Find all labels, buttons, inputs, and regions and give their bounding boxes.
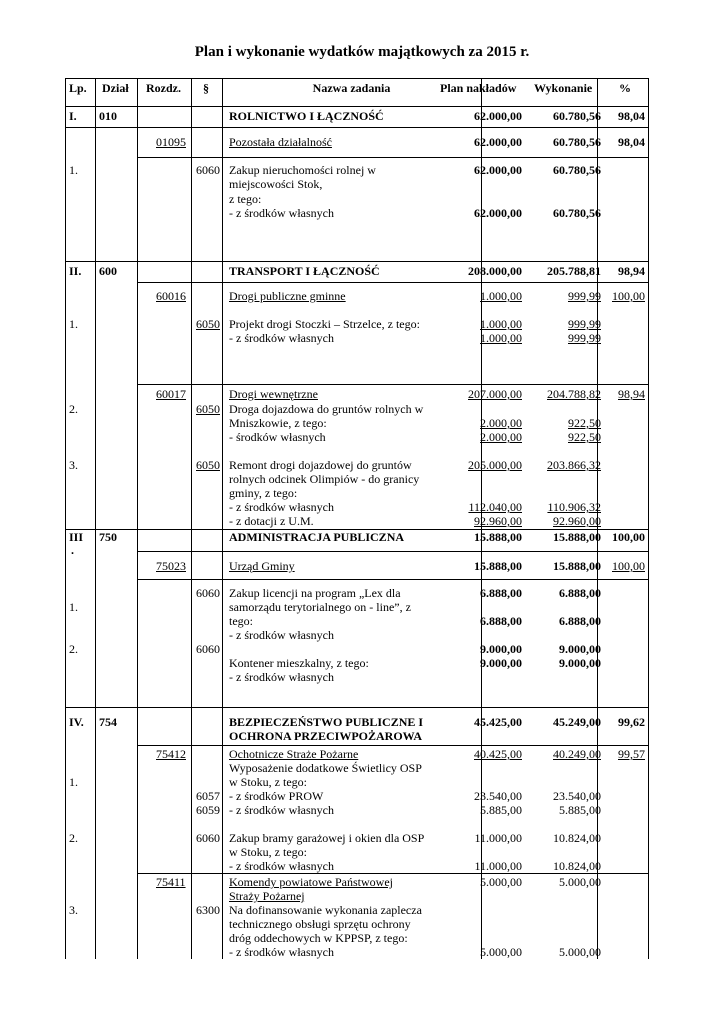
s4-i1-l2: w Stoku, z tego: xyxy=(229,775,307,789)
s3-i2-l1: Kontener mieszkalny, z tego: xyxy=(229,656,369,670)
s3-i1-plan2: 6.888,00 xyxy=(480,614,522,628)
s4-i1-par2: 6059 xyxy=(196,803,220,817)
s2-i3-l1: Remont drogi dojazdowej do gruntów xyxy=(229,458,412,472)
s4-i2-par: 6060 xyxy=(196,831,220,845)
s4-i3-lp: 3. xyxy=(69,903,78,917)
s3-i2-l2: - z środków własnych xyxy=(229,670,334,684)
s4-i2-plan: 11.000,00 xyxy=(474,831,522,845)
s2-i1-plan2: 1.000,00 xyxy=(480,331,522,345)
s2-r2-plan: 207.000,00 xyxy=(468,387,522,401)
s2-i3-par: 6050 xyxy=(196,458,220,472)
s3-i1-wyk: 6.888,00 xyxy=(559,586,601,600)
s4-i1-plan2: 5.885,00 xyxy=(480,803,522,817)
s3-i2-wyk: 9.000,00 xyxy=(559,642,601,656)
s2-proc: 98,94 xyxy=(618,264,645,278)
s4-i2-l1: Zakup bramy garażowej i okien dla OSP xyxy=(229,831,425,845)
s4-i1-l1: Wyposażenie dodatkowe Świetlicy OSP xyxy=(229,761,422,775)
s4-i1-wyk2: 5.885,00 xyxy=(559,803,601,817)
s2-i3-lp: 3. xyxy=(69,458,78,472)
s2-r1-nazwa: Drogi publiczne gminne xyxy=(229,289,346,303)
s1-i1-l4: - z środków własnych xyxy=(229,206,334,220)
s4-i3-l4: - z środków własnych xyxy=(229,945,334,959)
s1-i1-par: 6060 xyxy=(196,163,220,177)
s1-rozdz-plan: 62.000,00 xyxy=(474,135,522,149)
s2-i1-lp: 1. xyxy=(69,317,78,331)
s4-i2-wyk2: 10.824,00 xyxy=(553,859,601,873)
s2-i1-plan: 1.000,00 xyxy=(480,317,522,331)
s2-i1-l2: - z środków własnych xyxy=(229,331,334,345)
s1-i1-l3: z tego: xyxy=(229,192,262,206)
s2-i2-plan: 2.000,00 xyxy=(480,416,522,430)
s4-i3-l1: Na dofinansowanie wykonania zaplecza xyxy=(229,903,422,917)
s3-lp: III xyxy=(69,530,84,544)
s1-rozdz-nazwa: Pozostała działalność xyxy=(229,135,332,149)
s4-i3-wyk: 5.000,00 xyxy=(559,945,601,959)
s4-r2-rozdz: 75411 xyxy=(156,875,186,889)
s3-rozdz-plan: 15.888,00 xyxy=(474,559,522,573)
s2-r1-proc: 100,00 xyxy=(612,289,645,303)
s1-i1-l2: miejscowości Stok, xyxy=(229,177,323,191)
s4-i2-plan2: 11.000,00 xyxy=(474,859,522,873)
s2-i1-par: 6050 xyxy=(196,317,220,331)
s1-proc: 98,04 xyxy=(618,109,645,123)
s2-r2-nazwa: Drogi wewnętrzne xyxy=(229,387,318,401)
header-percent: % xyxy=(619,81,631,95)
s1-i1-plan2: 62.000,00 xyxy=(474,206,522,220)
s2-i3-wyk2: 110.906,32 xyxy=(547,500,601,514)
s2-i3-wyk: 203.866,32 xyxy=(547,458,601,472)
s3-i2-plan2: 9.000,00 xyxy=(480,656,522,670)
s3-i1-plan: 6.888,00 xyxy=(480,586,522,600)
s2-i2-par: 6050 xyxy=(196,402,220,416)
s2-plan: 208.000,00 xyxy=(468,264,522,278)
s1-rozdz: 01095 xyxy=(156,135,186,149)
s2-dzial: 600 xyxy=(99,264,117,278)
s2-i3-l5: - z dotacji z U.M. xyxy=(229,514,314,528)
s3-proc: 100,00 xyxy=(612,530,645,544)
s3-i2-par: 6060 xyxy=(196,642,220,656)
s3-i1-l3: tego: xyxy=(229,614,253,628)
s3-i1-par: 6060 xyxy=(196,586,220,600)
s4-i2-wyk: 10.824,00 xyxy=(553,831,601,845)
s2-lp: II. xyxy=(69,264,82,278)
s4-i2-lp: 2. xyxy=(69,831,78,845)
s2-r2-wyk: 204.788,82 xyxy=(547,387,601,401)
s4-r1-plan: 40.425,00 xyxy=(474,747,522,761)
s4-r1-rozdz: 75412 xyxy=(156,747,186,761)
s4-r1-wyk: 40.249,00 xyxy=(553,747,601,761)
s3-lp-dot: . xyxy=(71,543,74,557)
s4-i1-l4: - z środków własnych xyxy=(229,803,334,817)
s4-i1-lp: 1. xyxy=(69,775,78,789)
s3-i1-l4: - z środków własnych xyxy=(229,628,334,642)
s3-i1-wyk2: 6.888,00 xyxy=(559,614,601,628)
header-wykonanie: Wykonanie xyxy=(534,81,593,95)
s1-i1-lp: 1. xyxy=(69,163,78,177)
s3-dzial: 750 xyxy=(99,530,117,544)
s1-nazwa: ROLNICTWO I ŁĄCZNOŚĆ xyxy=(229,109,384,123)
s2-wyk: 205.788,81 xyxy=(547,264,601,278)
s3-i1-l2: samorządu terytorialnego on - line”, z xyxy=(229,600,411,614)
s3-i2-wyk2: 9.000,00 xyxy=(559,656,601,670)
s2-i2-wyk: 922,50 xyxy=(568,416,601,430)
s2-r1-wyk: 999,99 xyxy=(568,289,601,303)
s4-nazwa-1: BEZPIECZEŃSTWO PUBLICZNE I xyxy=(229,715,424,729)
s2-r1-rozdz: 60016 xyxy=(156,289,186,303)
s4-i3-plan: 5.000,00 xyxy=(480,945,522,959)
s2-i1-wyk: 999,99 xyxy=(568,317,601,331)
s1-rozdz-proc: 98,04 xyxy=(618,135,645,149)
s4-i2-l2: w Stoku, z tego: xyxy=(229,845,307,859)
s1-i1-l1: Zakup nieruchomości rolnej w xyxy=(229,163,376,177)
s4-i3-par: 6300 xyxy=(196,903,220,917)
s3-rozdz-nazwa: Urząd Gminy xyxy=(229,559,295,573)
s2-i2-l3: - środków własnych xyxy=(229,430,326,444)
s4-i1-par1: 6057 xyxy=(196,789,220,803)
s1-wyk: 60.780,56 xyxy=(553,109,601,123)
s4-proc: 99,62 xyxy=(618,715,645,729)
s2-i2-wyk2: 922,50 xyxy=(568,430,601,444)
header-nazwa: Nazwa zadania xyxy=(312,81,391,95)
s4-i1-l3: - z środków PROW xyxy=(229,789,324,803)
s4-wyk: 45.249,00 xyxy=(553,715,601,729)
s3-rozdz: 75023 xyxy=(156,559,186,573)
header-plan: Plan nakładów xyxy=(440,81,517,95)
s1-plan: 62.000,00 xyxy=(474,109,522,123)
s3-wyk: 15.888,00 xyxy=(553,530,601,544)
s4-plan: 45.425,00 xyxy=(474,715,522,729)
s2-i1-l1: Projekt drogi Stoczki – Strzelce, z tego: xyxy=(229,317,420,331)
s3-i2-lp: 2. xyxy=(69,642,78,656)
s2-i2-plan2: 2.000,00 xyxy=(480,430,522,444)
s1-i1-wyk2: 60.780,56 xyxy=(553,206,601,220)
header-dzial: Dział xyxy=(102,81,129,95)
s1-i1-wyk: 60.780,56 xyxy=(553,163,601,177)
page-title: Plan i wykonanie wydatków majątkowych za 2015 r. xyxy=(194,44,530,60)
s4-i3-l3: dróg oddechowych w KPPSP, z tego: xyxy=(229,931,408,945)
s1-lp: I. xyxy=(69,109,77,123)
s4-r2-wyk: 5.000,00 xyxy=(559,875,601,889)
header-lp: Lp. xyxy=(69,81,87,95)
s2-i2-l1: Droga dojazdowa do gruntów rolnych w xyxy=(229,402,424,416)
header-rozdz: Rozdz. xyxy=(146,81,181,95)
s2-i3-plan: 205.000,00 xyxy=(468,458,522,472)
s3-rozdz-wyk: 15.888,00 xyxy=(553,559,601,573)
s2-i1-wyk2: 999,99 xyxy=(568,331,601,345)
s4-dzial: 754 xyxy=(99,715,117,729)
s4-lp: IV. xyxy=(69,715,84,729)
s2-i3-l4: - z środków własnych xyxy=(229,500,334,514)
s2-r1-plan: 1.000,00 xyxy=(480,289,522,303)
s3-rozdz-proc: 100,00 xyxy=(612,559,645,573)
s1-rozdz-wyk: 60.780,56 xyxy=(553,135,601,149)
s2-i2-lp: 2. xyxy=(69,402,78,416)
s4-i3-l2: technicznego obsługi sprzętu ochrony xyxy=(229,917,411,931)
s2-i3-plan3: 92.960,00 xyxy=(474,514,522,528)
s4-r2-nazwa-1: Komendy powiatowe Państwowej xyxy=(229,875,393,889)
s4-r1-nazwa: Ochotnicze Straże Pożarne xyxy=(229,747,359,761)
s4-r2-nazwa-2: Straży Pożarnej xyxy=(229,889,305,903)
s1-dzial: 010 xyxy=(99,109,117,123)
s2-r2-proc: 98,94 xyxy=(618,387,645,401)
s3-i2-plan: 9.000,00 xyxy=(480,642,522,656)
s2-r2-rozdz: 60017 xyxy=(156,387,186,401)
s2-i3-wyk3: 92.960,00 xyxy=(553,514,601,528)
s3-i1-lp: 1. xyxy=(69,600,78,614)
s2-i3-plan2: 112.040,00 xyxy=(468,500,522,514)
s3-nazwa: ADMINISTRACJA PUBLICZNA xyxy=(229,530,405,544)
expenditure-table xyxy=(65,78,649,959)
s2-i3-l2: rolnych odcinek Olimpiów - do granicy xyxy=(229,472,420,486)
s2-nazwa: TRANSPORT I ŁĄCZNOŚĆ xyxy=(229,264,380,278)
s1-i1-plan: 62.000,00 xyxy=(474,163,522,177)
s3-plan: 15.888,00 xyxy=(474,530,522,544)
s2-i2-l2: Mniszkowie, z tego: xyxy=(229,416,327,430)
s3-i1-l1: Zakup licencji na program „Lex dla xyxy=(229,586,401,600)
s4-i2-l3: - z środków własnych xyxy=(229,859,334,873)
s4-r2-plan: 5.000,00 xyxy=(480,875,522,889)
header-paragraph: § xyxy=(203,81,209,95)
s2-i3-l3: gminy, z tego: xyxy=(229,486,298,500)
s4-i1-wyk1: 23.540,00 xyxy=(553,789,601,803)
s4-r1-proc: 99,57 xyxy=(618,747,645,761)
s4-i1-plan1: 23.540,00 xyxy=(474,789,522,803)
s4-nazwa-2: OCHRONA PRZECIWPOŻAROWA xyxy=(229,729,423,743)
